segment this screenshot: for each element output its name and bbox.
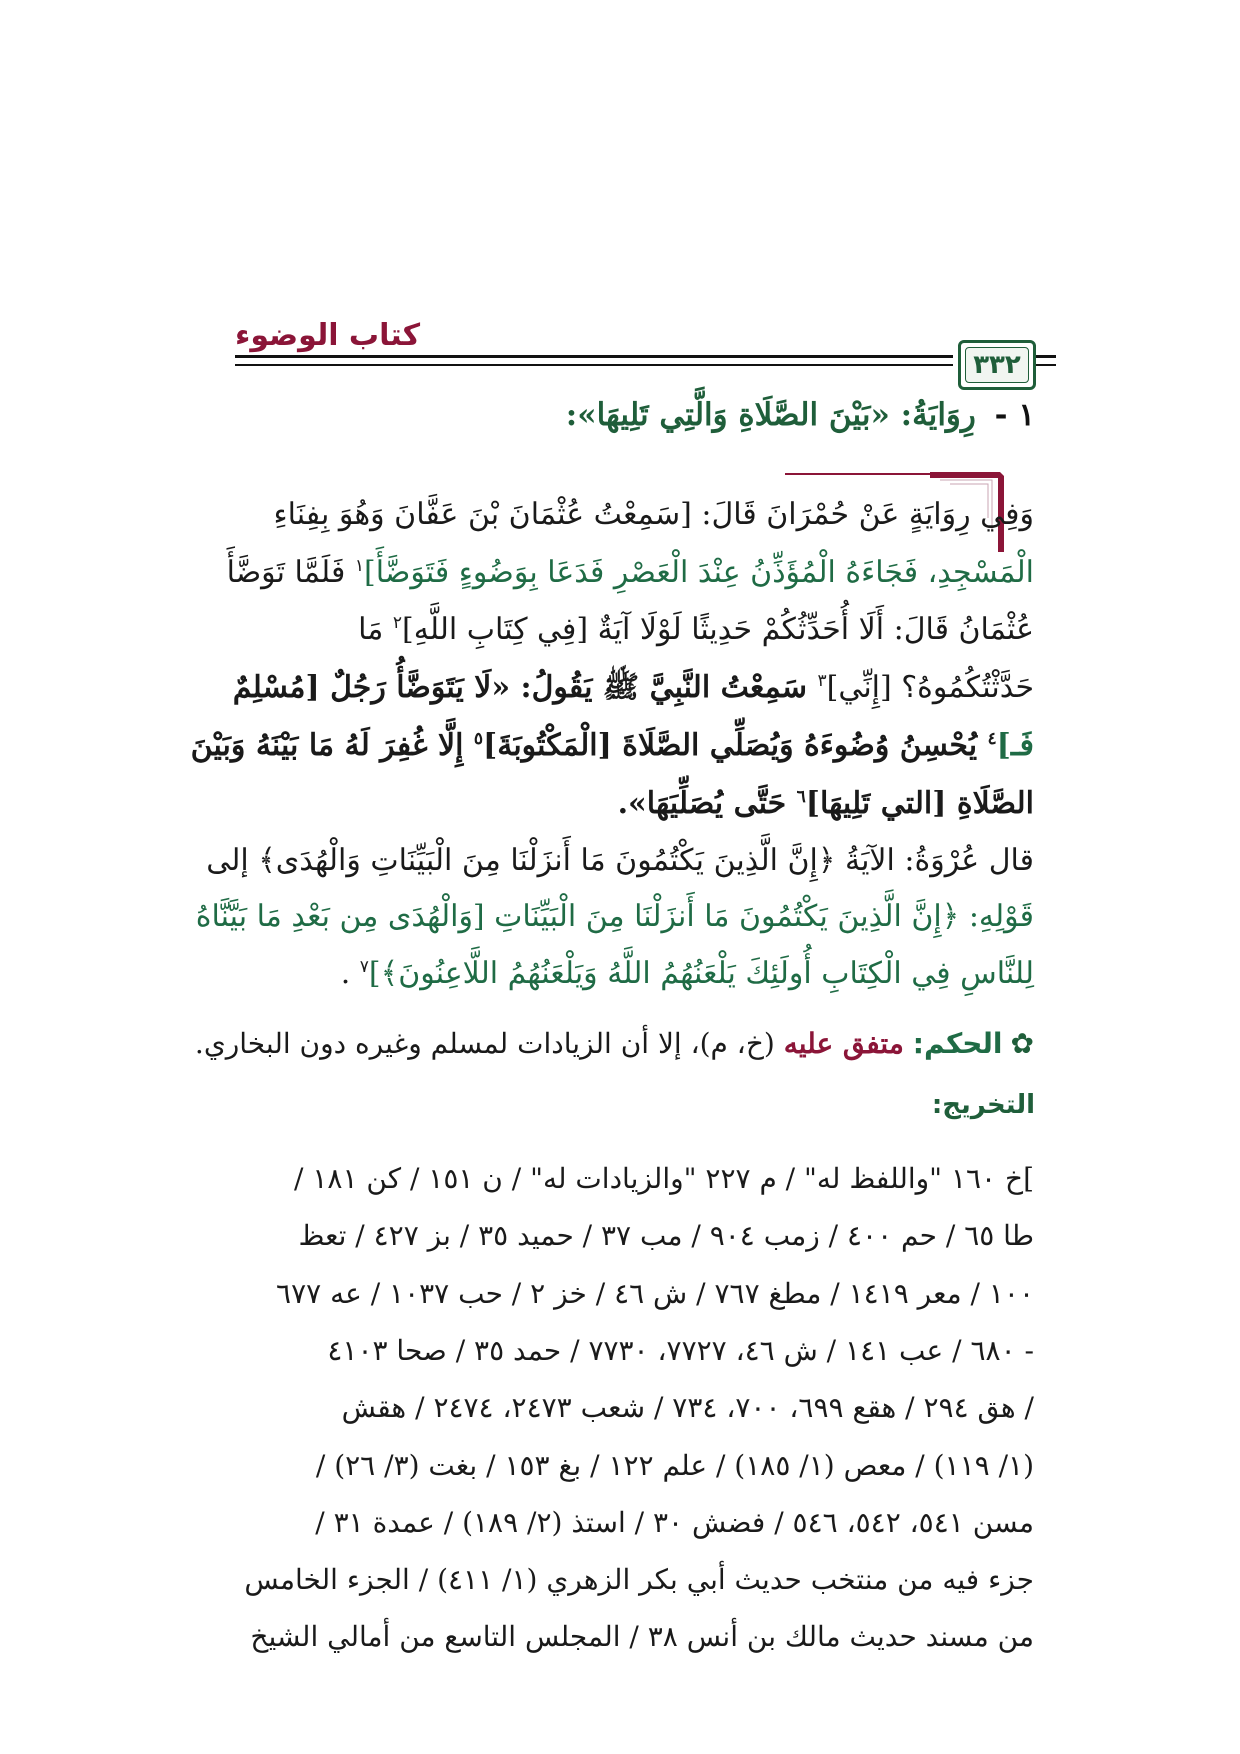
header-rule-top	[235, 355, 953, 358]
quote-line-9: لِلنَّاسِ فِي الْكِتَابِ أُولَئِكَ يَلْعَنُهُمُ اللَّهُ وَيَلْعَنُهُمُ اللَّاعِنُونَ﴾]$^٧$ .	[340, 956, 1034, 991]
quote-line-4: حَدَّثْتُكُمُوهُ؟ [إِنِّي]$^٣$ سَمِعْتُ النَّبِيَّ ﷺ يَقُولُ: «لَا يَتَوَضَّأُ رَجُلٌ [مُسْلِمٌ	[232, 670, 1034, 705]
takhrij-line-7: مسن ٥٤١، ٥٤٢، ٥٤٦ / فضش ٣٠ / استذ (٢/ ١٨٩) / عمدة ٣١ /	[315, 1506, 1034, 1539]
quote-line-5: فَـ]$^٤$ يُحْسِنُ وُضُوءَهُ وَيُصَلِّي الصَّلَاةَ [الْمَكْتُوبَةَ]$^٥$ إِلَّا غُفِرَ لَهُ مَا بَيْنَهُ وَبَيْنَ	[190, 728, 1034, 763]
flower-ornament-icon: ✿	[1010, 1027, 1034, 1060]
section-number: ١ -	[994, 397, 1035, 433]
takhrij-line-4: - ٦٨٠ / عب ١٤١ / ش ٤٦، ٧٧٢٧، ٧٧٣٠ / حمد ٣٥ / صحا ٤١٠٣	[327, 1334, 1034, 1367]
book-title: كتاب الوضوء	[235, 318, 421, 353]
header-rule-right-bottom	[1036, 364, 1056, 366]
takhrij-line-5: / هق ٢٩٤ / هقع ٦٩٩، ٧٠٠، ٧٣٤ / شعب ٢٤٧٣، ٢٤٧٤ / هقش	[341, 1391, 1034, 1424]
takhrij-line-6: (١/ ١١٩) / معص (١/ ١٨٥) / علم ١٢٢ / بغ ١٥٣ / بغت (٣/ ٢٦) /	[315, 1449, 1034, 1482]
header-rule-right-top	[1036, 355, 1056, 358]
takhrij-line-2: طا ٦٥ / حم ٤٠٠ / زمب ٩٠٤ / مب ٣٧ / حميد ٣٥ / بز ٤٢٧ / تعظ	[298, 1219, 1034, 1252]
page-number: ٣٣٢	[965, 347, 1029, 383]
ruling-line: ✿الحكم: متفق عليه (خ، م)، إلا أن الزيادات لمسلم وغيره دون البخاري.	[194, 1027, 1034, 1060]
page-number-badge	[958, 340, 1036, 390]
takhrij-line-1: ]خ ١٦٠ "واللفظ له" / م ٢٢٧ "والزيادات له" / ن ١٥١ / كن ١٨١ /	[294, 1162, 1034, 1195]
takhrij-label: التخريج:	[931, 1090, 1035, 1120]
quote-line-3: عُثْمَانُ قَالَ: أَلَا أُحَدِّثُكُمْ حَدِيثًا لَوْلَا آيَةٌ [فِي كِتَابِ اللَّهِ]$^٢$ مَا	[358, 612, 1034, 647]
section-title: رِوَايَةُ: «بَيْنَ الصَّلَاةِ وَالَّتِي تَلِيهَا»:	[565, 397, 976, 433]
takhrij-line-3: ١٠٠ / معر ١٤١٩ / مطغ ٧٦٧ / ش ٤٦ / خز ٢ / حب ١٠٣٧ / عه ٦٧٧	[276, 1277, 1034, 1310]
quote-line-7: قال عُرْوَةُ: الآيَةُ ﴿إِنَّ الَّذِينَ يَكْتُمُونَ مَا أَنزَلْنَا مِنَ الْبَيِّنَاتِ وَالْهُدَى﴾ إلى	[206, 843, 1034, 878]
quote-line-2: الْمَسْجِدِ، فَجَاءَهُ الْمُؤَذِّنُ عِنْدَ الْعَصْرِ فَدَعَا بِوَضُوءٍ فَتَوَضَّأَ]$^١$ فَلَمَّا تَوَضَّأَ	[226, 555, 1034, 590]
header-rule-bottom	[235, 364, 953, 366]
quote-line-1: وَفِي رِوَايَةٍ عَنْ حُمْرَانَ قَالَ: [سَمِعْتُ عُثْمَانَ بْنَ عَفَّانَ وَهُوَ بِفِنَاءِ	[273, 497, 1034, 532]
quote-line-8: قَوْلِهِ: ﴿إِنَّ الَّذِينَ يَكْتُمُونَ مَا أَنزَلْنَا مِنَ الْبَيِّنَاتِ [وَالْهُدَى مِن بَعْدِ مَا بَيَّنَّاهُ	[195, 899, 1034, 934]
takhrij-line-8: جزء فيه من منتخب حديث أبي بكر الزهري (١/ ٤١١) / الجزء الخامس	[244, 1563, 1034, 1596]
quote-line-6: الصَّلَاةِ [التي تَلِيهَا]$^٦$ حَتَّى يُصَلِّيَهَا».	[617, 786, 1034, 821]
section-heading	[566, 397, 1035, 433]
takhrij-line-9: من مسند حديث مالك بن أنس ٣٨ / المجلس التاسع من أمالي الشيخ	[250, 1620, 1034, 1653]
